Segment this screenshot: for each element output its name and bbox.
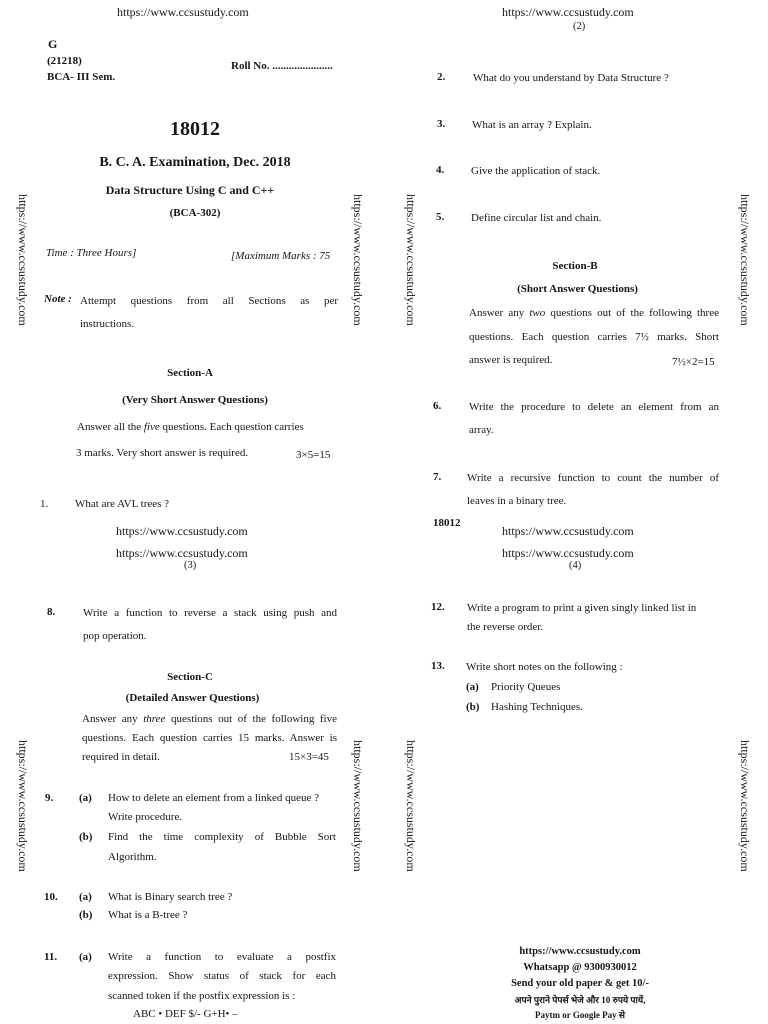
promo-send-paper: Send your old paper & get 10/- xyxy=(511,978,649,989)
section-b-title: Section-B xyxy=(552,260,598,272)
maximum-marks: [Maximum Marks : 75 xyxy=(231,250,331,262)
question-text-line: leaves in a binary tree. xyxy=(467,495,567,507)
footer-code: 18012 xyxy=(433,517,461,529)
question-number: 9. xyxy=(45,792,54,804)
section-a-title: Section-A xyxy=(167,367,213,379)
sub-question-label: (b) xyxy=(466,701,480,713)
question-text: What do you understand by Data Structure ? xyxy=(473,72,669,84)
question-text: What is an array ? Explain. xyxy=(472,119,592,131)
sub-question-label: (a) xyxy=(79,792,92,804)
exam-title: B. C. A. Examination, Dec. 2018 xyxy=(99,155,291,170)
watermark-url-mid-left-1: https://www.ccsustudy.com xyxy=(116,524,248,538)
watermark-vertical-5: https://www.ccsustudy.com xyxy=(16,740,30,872)
time-allowed: Time : Three Hours] xyxy=(46,247,137,259)
question-text-line: pop operation. xyxy=(83,630,147,642)
watermark-vertical-7: https://www.ccsustudy.com xyxy=(404,740,418,872)
question-number: 4. xyxy=(436,164,445,176)
question-number: 7. xyxy=(433,471,442,483)
question-text-line: Write a recursive function to count the number of xyxy=(467,472,719,484)
question-text-line: Write a program to print a given singly linked list in xyxy=(467,602,697,614)
watermark-vertical-3: https://www.ccsustudy.com xyxy=(404,194,418,326)
question-text: What are AVL trees ? xyxy=(75,498,170,510)
postfix-expression: ABC • DEF $/- G+H• – xyxy=(133,1008,238,1020)
note-line-2: instructions. xyxy=(80,318,135,330)
sub-question-label: (b) xyxy=(79,831,93,843)
section-a-instruction-2: 3 marks. Very short answer is required. xyxy=(76,447,249,459)
promo-url: https://www.ccsustudy.com xyxy=(519,946,641,957)
promo-whatsapp: Whatsapp @ 9300930012 xyxy=(523,962,637,973)
section-b-instruction-2: questions. Each question carries 7½ marks. Short xyxy=(469,331,719,343)
section-c-instruction-3: required in detail. xyxy=(82,751,160,763)
question-number: 13. xyxy=(431,660,445,672)
watermark-vertical-2: https://www.ccsustudy.com xyxy=(351,194,365,326)
question-text-line: expression. Show status of stack for each xyxy=(108,970,336,982)
series-letter: G xyxy=(48,37,58,51)
watermark-vertical-8: https://www.ccsustudy.com xyxy=(738,740,752,872)
section-c-instruction-2: questions. Each question carries 15 marks. Answer is xyxy=(82,732,337,744)
question-text-line: What is Binary search tree ? xyxy=(108,891,233,903)
watermark-url-mid-left-2: https://www.ccsustudy.com xyxy=(116,546,248,560)
promo-payment: Paytm or Google Pay से xyxy=(535,1010,625,1020)
section-b-subtitle: (Short Answer Questions) xyxy=(517,283,638,295)
section-c-instruction-1: Answer any three questions out of the following five xyxy=(82,713,337,725)
note-line-1: Attempt questions from all Sections as per xyxy=(80,295,338,307)
section-c-title: Section-C xyxy=(167,671,213,683)
question-text: Define circular list and chain. xyxy=(471,212,602,224)
semester-label: BCA- III Sem. xyxy=(47,71,116,83)
watermark-url-mid-right-1: https://www.ccsustudy.com xyxy=(502,524,634,538)
question-text-line: Priority Queues xyxy=(491,681,561,693)
section-b-marks: 7½×2=15 xyxy=(672,356,715,368)
watermark-url-top-left: https://www.ccsustudy.com xyxy=(117,5,249,19)
sub-question-label: (a) xyxy=(466,681,479,693)
section-a-marks: 3×5=15 xyxy=(296,449,331,461)
section-b-instruction-3: answer is required. xyxy=(469,354,553,366)
question-text-line: Hashing Techniques. xyxy=(491,701,583,713)
question-text-line: Write procedure. xyxy=(108,811,183,823)
section-c-subtitle: (Detailed Answer Questions) xyxy=(125,692,260,704)
question-number: 10. xyxy=(44,891,58,903)
question-number: 1. xyxy=(40,498,49,510)
question-text-line: How to delete an element from a linked queue ? xyxy=(108,792,320,804)
question-number: 11. xyxy=(44,951,58,963)
question-text-line: array. xyxy=(469,424,494,436)
question-text-line: Write the procedure to delete an element from an xyxy=(469,401,719,413)
question-text-line: What is a B-tree ? xyxy=(108,909,188,921)
section-c-marks: 15×3=45 xyxy=(289,751,329,763)
page-number-2: (2) xyxy=(573,21,586,32)
watermark-url-top-right: https://www.ccsustudy.com xyxy=(502,5,634,19)
question-number: 6. xyxy=(433,400,442,412)
question-text-line: Algorithm. xyxy=(108,851,157,863)
question-text-line: Find the time complexity of Bubble Sort xyxy=(108,831,336,843)
question-number: 12. xyxy=(431,601,445,613)
watermark-vertical-4: https://www.ccsustudy.com xyxy=(738,194,752,326)
question-number: 3. xyxy=(437,118,446,130)
paper-code-number: (21218) xyxy=(47,55,82,67)
watermark-vertical-6: https://www.ccsustudy.com xyxy=(351,740,365,872)
roll-number-field: Roll No. ...................... xyxy=(231,60,333,72)
question-text-line: Write a function to evaluate a postfix xyxy=(108,951,336,963)
question-text-line: Write short notes on the following : xyxy=(466,661,623,673)
question-text: Give the application of stack. xyxy=(471,165,601,177)
section-b-instruction-1: Answer any two questions out of the following three xyxy=(469,307,719,319)
section-a-instruction-1: Answer all the five questions. Each question carries xyxy=(77,421,304,433)
question-number: 5. xyxy=(436,211,445,223)
subject-title: Data Structure Using C and C++ xyxy=(105,183,275,197)
question-number: 8. xyxy=(47,606,56,618)
page-number-3: (3) xyxy=(184,560,197,571)
note-label: Note : xyxy=(44,293,72,305)
page-number-4: (4) xyxy=(569,560,582,571)
watermark-vertical-1: https://www.ccsustudy.com xyxy=(16,194,30,326)
sub-question-label: (b) xyxy=(79,909,93,921)
promo-hindi-line: अपने पुराने पेपर्स भेजे और 10 रुपये पायें, xyxy=(514,995,646,1005)
section-a-subtitle: (Very Short Answer Questions) xyxy=(122,394,268,406)
question-text-line: the reverse order. xyxy=(467,621,544,633)
paper-number: 18012 xyxy=(170,118,220,140)
course-code: (BCA-302) xyxy=(169,207,221,219)
watermark-url-mid-right-2: https://www.ccsustudy.com xyxy=(502,546,634,560)
sub-question-label: (a) xyxy=(79,951,92,963)
question-number: 2. xyxy=(437,71,446,83)
question-text-line: Write a function to reverse a stack using push and xyxy=(83,607,337,619)
sub-question-label: (a) xyxy=(79,891,92,903)
question-text-line: scanned token if the postfix expression is : xyxy=(108,990,296,1002)
